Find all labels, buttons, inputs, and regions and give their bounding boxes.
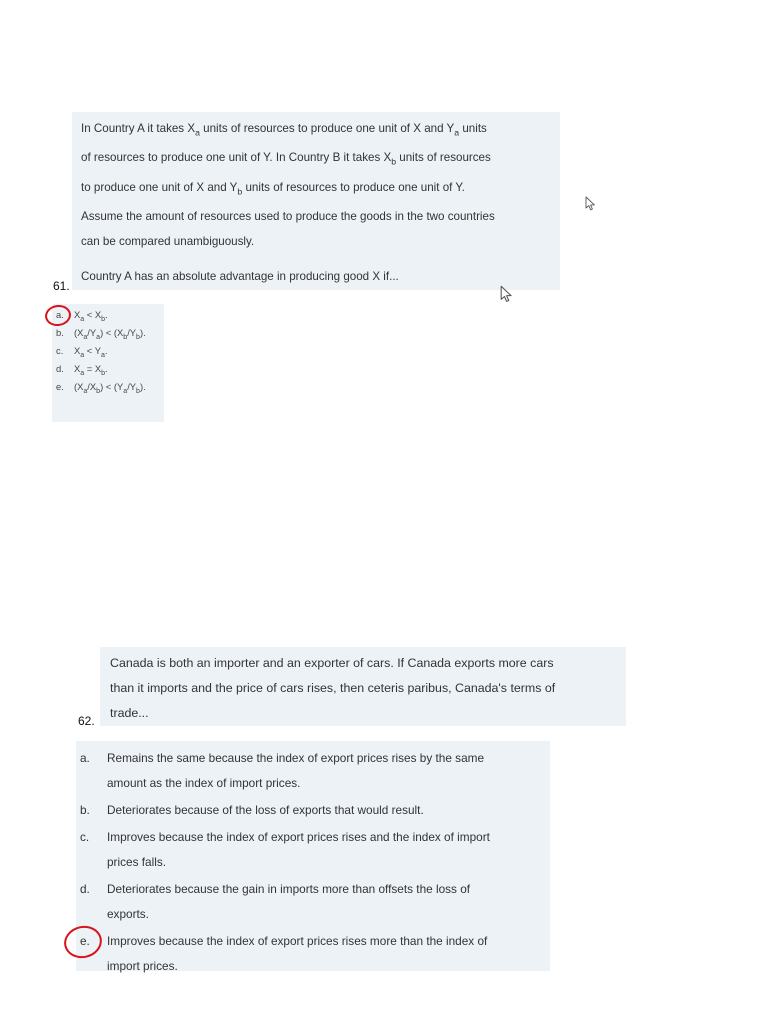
q61-option-b[interactable]: b. $(X_a/Y_a) < (X_b/Y_b)$. <box>56 327 146 341</box>
q61-passage-line: can be compared unambiguously. <box>81 234 255 248</box>
q62-options <box>80 746 550 981</box>
q61-passage-line: Assume the amount of resources used to produce the goods in the two countries <box>81 209 495 223</box>
q61-option-e[interactable]: e. $(X_a/X_b) < (Y_a/Y_b)$. <box>56 381 146 395</box>
q62-option-a[interactable]: a. Remains the same because the index of export prices rises by the same amount as the index of import prices. <box>80 751 485 790</box>
q62-option-b[interactable]: b. Deteriorates because of the loss of exports that would result. <box>80 803 424 817</box>
q61-number: 61. <box>53 279 70 293</box>
q61-option-d[interactable]: d. $X_a = X_b$. <box>56 363 108 377</box>
mouse-pointer-icon <box>500 285 513 303</box>
q62-passage-line: than it imports and the price of cars rises, then ceteris paribus, Canada's terms of <box>110 681 556 695</box>
q62-passage-line: trade... <box>110 706 149 720</box>
q62-passage-line: Canada is both an importer and an exporter of cars. If Canada exports more cars <box>110 656 554 670</box>
mouse-pointer-icon <box>585 196 596 211</box>
q61-passage-line: to produce one unit of X and $Y_b$ units of resources to produce one unit of Y. <box>81 180 465 196</box>
q62-option-c[interactable]: c. Improves because the index of export prices rises and the index of import prices falls. <box>80 830 490 869</box>
q61-option-a[interactable]: a. $X_a < X_b$. <box>56 309 108 323</box>
q61-passage-line: In Country A it takes $X_a$ units of resources to produce one unit of X and $Y_a$ units <box>81 122 487 138</box>
q62-option-d[interactable]: d. Deteriorates because the gain in imports more than offsets the loss of exports. <box>80 882 471 921</box>
q62-number: 62. <box>78 714 95 728</box>
q62-option-e[interactable]: e. Improves because the index of export prices rises more than the index of import prices. <box>80 934 488 973</box>
q61-question: Country A has an absolute advantage in producing good X if... <box>81 270 399 283</box>
q61-passage-line: of resources to produce one unit of Y. In Country B it takes $X_b$ units of resources <box>81 151 491 167</box>
q62-passage <box>110 651 630 726</box>
q61-passage <box>81 116 561 254</box>
q61-option-c[interactable]: c. $X_a < Y_a$. <box>56 345 108 359</box>
